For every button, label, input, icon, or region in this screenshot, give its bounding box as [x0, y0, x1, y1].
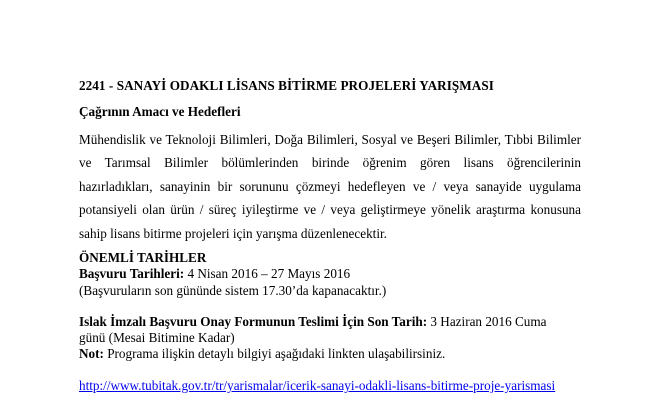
application-dates-line: [79, 266, 350, 282]
signed-form-deadline-value: 3 Haziran 2016 Cuma: [427, 314, 547, 329]
note-line: [79, 346, 445, 362]
document-title: 2241 - SANAYİ ODAKLI LİSANS BİTİRME PROJELERİ YARIŞMASI: [79, 78, 494, 93]
application-dates-value: 4 Nisan 2016 – 27 Mayıs 2016: [184, 266, 351, 281]
purpose-line: hazırladıkları, sanayinin bir sorununu çözmeyi hedefleyen ve / veya sanayide uygulama: [79, 178, 581, 194]
note-label: Not:: [79, 346, 104, 361]
note-text: Programa ilişkin detaylı bilgiyi aşağıdaki linkten ulaşabilirsiniz.: [103, 346, 446, 361]
purpose-line: Mühendislik ve Teknoloji Bilimleri, Doğa Bilimleri, Sosyal ve Beşeri Bilimler, Tıbbi Bilimler: [79, 132, 581, 147]
application-dates-label: Başvuru Tarihleri:: [79, 266, 185, 281]
purpose-line: ve Tarımsal Bilimler bölümlerinden birinde öğrenim gören lisans öğrencilerinin: [79, 155, 581, 171]
signed-form-deadline-line: [79, 314, 547, 330]
signed-form-deadline-label: Islak İmzalı Başvuru Onay Formunun Teslimi İçin Son Tarih:: [79, 314, 428, 329]
application-note: (Başvuruların son gününde sistem 17.30’da kapanacaktır.): [79, 283, 387, 298]
signed-form-deadline-continuation: günü (Mesai Bitimine Kadar): [79, 330, 235, 345]
purpose-line: potansiyeli olan ürün / süreç iyileştirme ve / veya geliştirmeye yönelik araştırma konusuna: [79, 202, 581, 218]
program-details-link[interactable]: http://www.tubitak.gov.tr/tr/yarismalar/icerik-sanayi-odakli-lisans-bitirme-proje-yarismasi: [79, 378, 556, 393]
purpose-paragraph: [79, 128, 581, 245]
important-dates-heading: ÖNEMLİ TARİHLER: [79, 250, 207, 265]
purpose-line: sahip lisans bitirme projeleri için yarışma düzenlenecektir.: [79, 225, 387, 241]
purpose-heading: Çağrının Amacı ve Hedefleri: [79, 104, 241, 119]
